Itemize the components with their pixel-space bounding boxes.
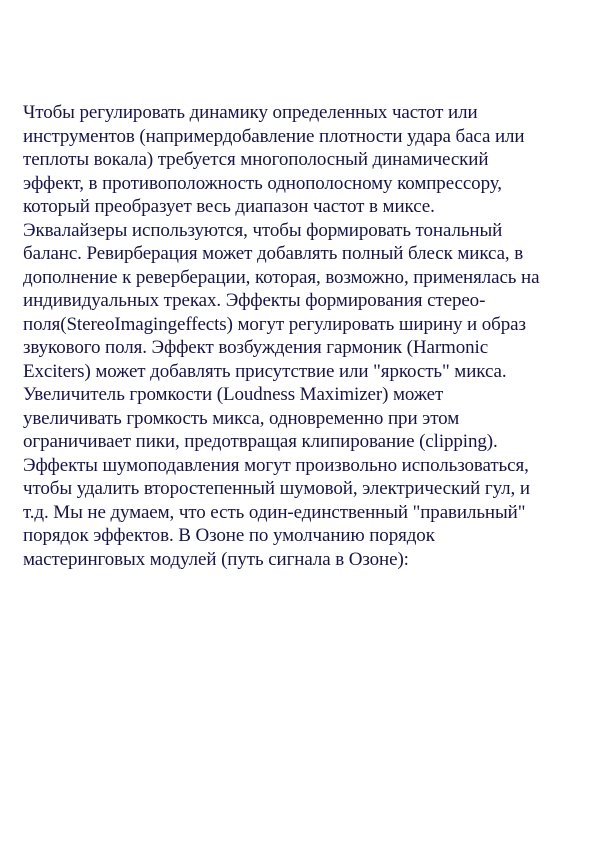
paragraph-line: чтобы удалить второстепенный шумовой, электрический гул, и [23,478,530,499]
body-paragraph [23,101,579,571]
paragraph-line: порядок эффектов. В Озоне по умолчанию порядок [23,525,435,546]
paragraph-line: мастеринговых модулей (путь сигнала в Озоне): [23,548,409,570]
paragraph-line: т.д. Мы не думаем, что есть один-единственный "правильный" [23,501,526,523]
paragraph-line: ограничивает пики, предотвращая клипирование (clipping). [23,431,498,452]
paragraph-line: Эквалайзеры используются, чтобы формировать тональный [23,219,503,241]
paragraph-line: баланс. Ревирберация может добавлять полный блеск микса, в [23,243,524,264]
paragraph-line: увеличивать громкость микса, одновременно при этом [23,407,460,429]
paragraph-line: индивидуальных треках. Эффекты формирования стерео- [23,290,486,311]
paragraph-line: инструментов (напримердобавление плотности удара баса или [23,125,525,147]
paragraph-line: теплоты вокала) требуется многополосный динамический [23,149,489,170]
paragraph-line: Чтобы регулировать динамику определенных частот или [23,102,478,123]
paragraph-line: Exciters) может добавлять присутствие или "яркость" микса. [23,360,507,382]
paragraph-line: эффект, в противоположность однополосному компрессору, [23,172,502,194]
paragraph-line: поля(StereoImagingeffects) могут регулировать ширину и образ [23,313,526,335]
paragraph-line: дополнение к реверберации, которая, возможно, применялась на [23,266,540,288]
paragraph-line: Эффекты шумоподавления могут произвольно использоваться, [23,454,529,476]
paragraph-line: который преобразует весь диапазон частот в миксе. [23,196,435,217]
paragraph-line: звукового поля. Эффект возбуждения гармоник (Harmonic [23,337,489,358]
paragraph-line: Увеличитель громкости (Loudness Maximizer) может [23,384,444,405]
